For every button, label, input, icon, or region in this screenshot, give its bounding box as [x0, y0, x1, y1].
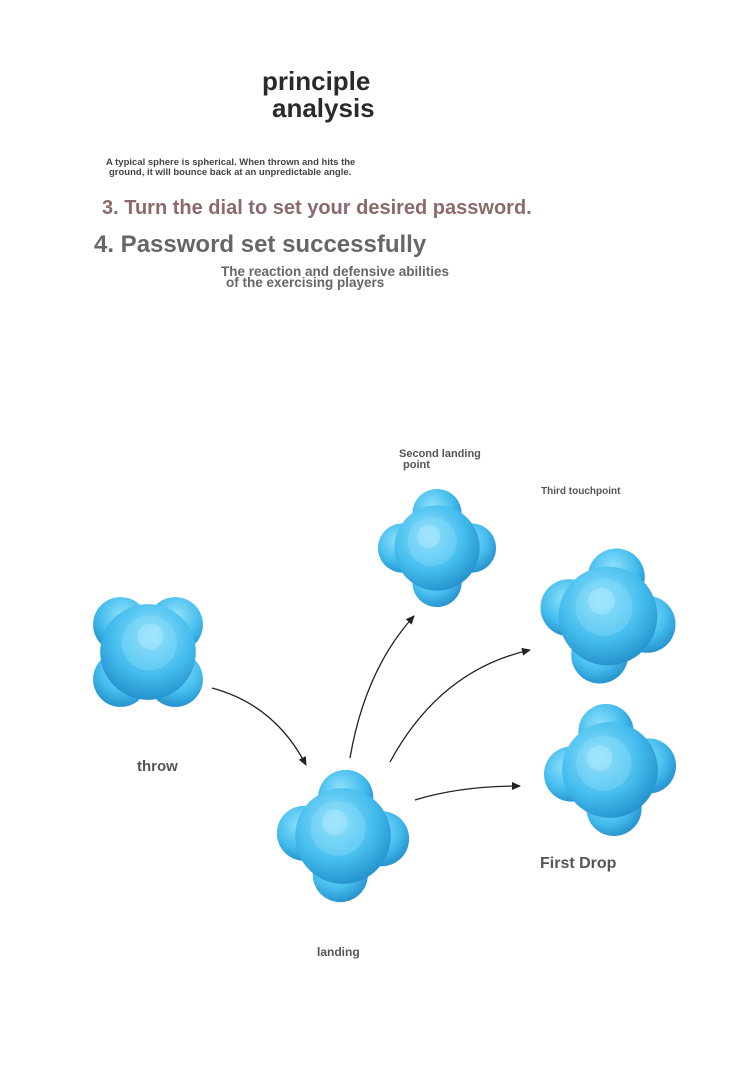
reaction-ball-icon [537, 697, 683, 843]
second-landing-label [399, 449, 481, 471]
reaction-line-2: of the exercising players [226, 275, 385, 290]
reaction-ball-icon [54, 558, 241, 745]
arrow-icon [212, 688, 306, 765]
throw-label: throw [137, 758, 178, 775]
step-3-text: 3. Turn the dial to set your desired password. [102, 197, 532, 219]
first-drop-label: First Drop [540, 855, 617, 872]
arrow-icon [350, 616, 414, 758]
title-line-2: analysis [272, 93, 375, 123]
title-line-1: principle [262, 66, 371, 96]
second-label-line-1: Second landing [399, 448, 481, 460]
arrow-icon [415, 786, 520, 800]
arrow-icon [390, 650, 530, 762]
reaction-ball-icon [378, 489, 496, 607]
reaction-line-1: The reaction and defensive abilities [221, 264, 450, 279]
landing-label: landing [317, 945, 360, 959]
step-4-text: 4. Password set successfully [94, 231, 427, 258]
reaction-ball-icon [272, 765, 413, 906]
reaction-ball-icon [527, 535, 689, 697]
note-line-2: ground, it will bounce back at an unpredictable angle. [109, 167, 352, 178]
note-line-1: A typical sphere is spherical. When thrown and hits the [106, 157, 356, 168]
second-label-line-2: point [403, 459, 430, 471]
third-touchpoint-label: Third touchpoint [541, 486, 621, 497]
